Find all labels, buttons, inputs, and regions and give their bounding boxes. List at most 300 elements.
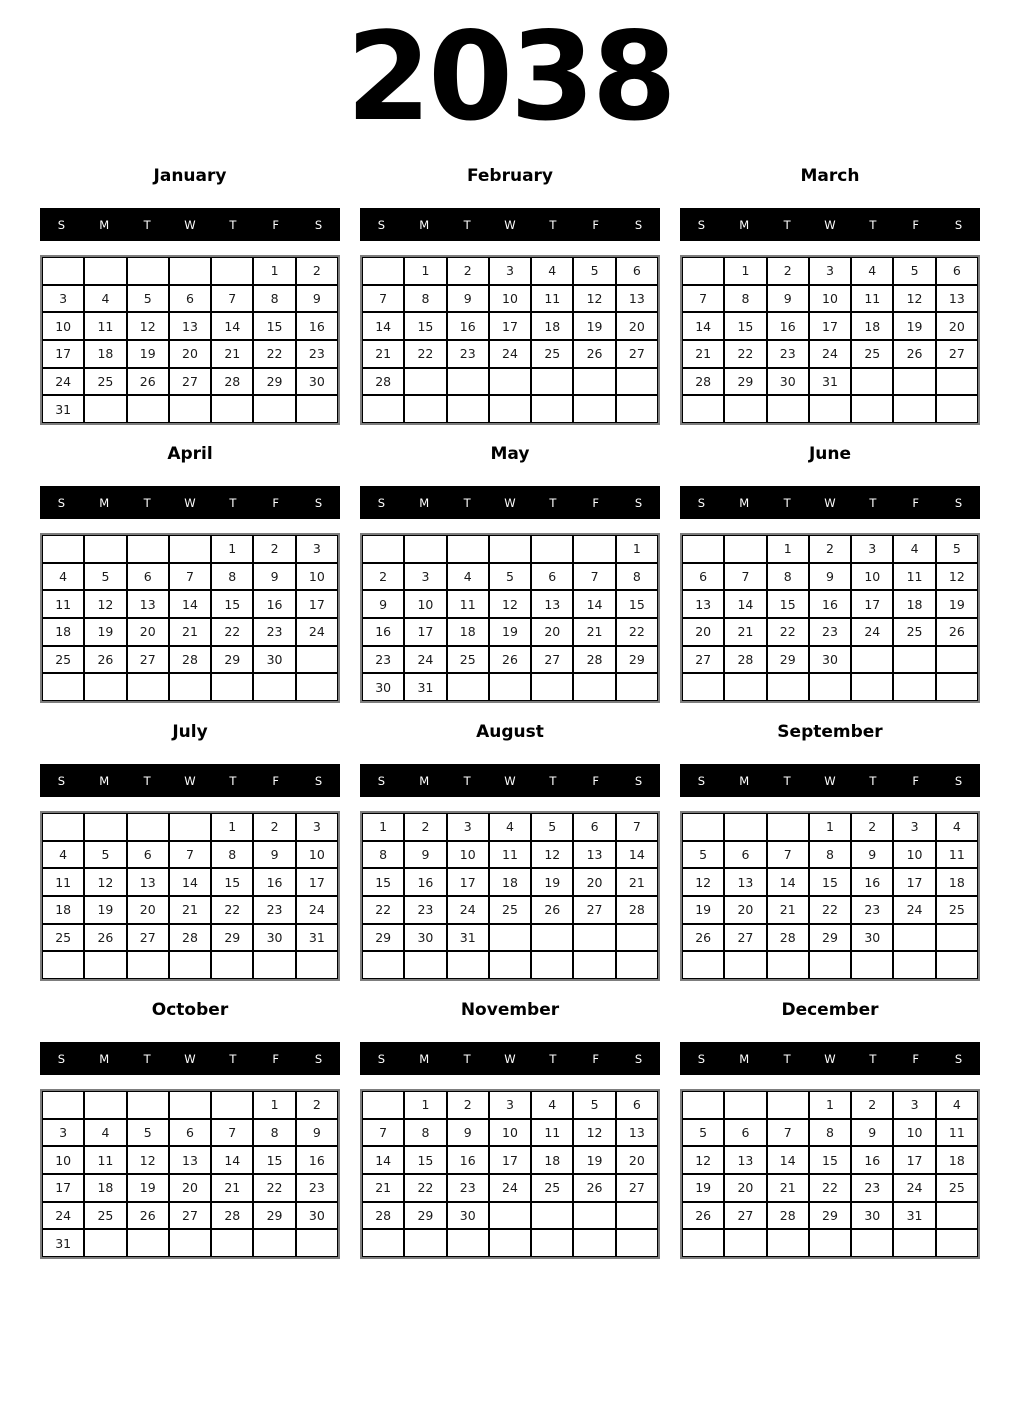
date-cell-empty	[253, 951, 295, 979]
date-cell: 7	[767, 841, 809, 869]
date-cell: 4	[936, 813, 978, 841]
date-cell: 16	[767, 312, 809, 340]
date-cell: 9	[296, 285, 338, 313]
date-cell-empty	[447, 368, 489, 396]
date-cell-empty	[404, 395, 446, 423]
date-cell: 10	[296, 563, 338, 591]
calendar-date-grid	[40, 811, 340, 981]
date-cell-empty	[362, 951, 404, 979]
date-cell: 16	[447, 1146, 489, 1174]
date-cell: 25	[42, 646, 84, 674]
date-cell: 3	[489, 1091, 531, 1119]
date-cell: 25	[936, 896, 978, 924]
date-cell-empty	[296, 951, 338, 979]
date-cell: 6	[936, 257, 978, 285]
date-cell: 18	[531, 312, 573, 340]
weekday-label: M	[99, 217, 110, 232]
date-cell: 10	[489, 285, 531, 313]
date-cell: 23	[447, 1174, 489, 1202]
date-cell-empty	[42, 535, 84, 563]
weekday-label: S	[697, 1051, 706, 1066]
weekday-label: S	[57, 217, 66, 232]
date-cell: 30	[296, 368, 338, 396]
date-cell: 13	[724, 1146, 766, 1174]
weekday-label: W	[184, 495, 196, 510]
date-cell: 25	[531, 1174, 573, 1202]
date-cell: 15	[767, 590, 809, 618]
date-cell: 12	[84, 868, 126, 896]
weekday-label: T	[143, 1051, 151, 1066]
weekday-label: T	[783, 1051, 791, 1066]
weekday-label: F	[592, 773, 600, 788]
date-cell: 5	[127, 1119, 169, 1147]
date-cell-empty	[127, 951, 169, 979]
calendar-months	[40, 160, 980, 1259]
date-cell: 25	[84, 1202, 126, 1230]
date-cell: 22	[362, 896, 404, 924]
date-cell: 1	[211, 535, 253, 563]
date-cell: 19	[573, 1146, 615, 1174]
date-cell: 23	[809, 618, 851, 646]
date-cell-empty	[682, 257, 724, 285]
date-cell: 5	[489, 563, 531, 591]
date-cell: 13	[936, 285, 978, 313]
date-cell-empty	[127, 673, 169, 701]
date-cell: 6	[169, 285, 211, 313]
calendar-date-grid	[680, 1089, 980, 1259]
date-cell-empty	[893, 395, 935, 423]
date-cell-empty	[936, 395, 978, 423]
date-cell: 12	[936, 563, 978, 591]
weekday-label: S	[697, 495, 706, 510]
date-cell: 26	[936, 618, 978, 646]
date-cell: 16	[447, 312, 489, 340]
date-cell-empty	[127, 535, 169, 563]
date-cell: 22	[809, 896, 851, 924]
date-cell: 13	[682, 590, 724, 618]
date-cell: 29	[404, 1202, 446, 1230]
date-cell-empty	[489, 395, 531, 423]
date-cell: 8	[253, 1119, 295, 1147]
date-cell: 9	[851, 841, 893, 869]
month	[360, 160, 660, 425]
date-cell: 8	[767, 563, 809, 591]
date-cell-empty	[42, 951, 84, 979]
date-cell: 3	[447, 813, 489, 841]
date-cell: 22	[404, 1174, 446, 1202]
date-cell: 6	[616, 1091, 658, 1119]
date-cell: 27	[724, 924, 766, 952]
weekday-label: M	[99, 1051, 110, 1066]
date-cell: 12	[84, 590, 126, 618]
date-cell-empty	[362, 535, 404, 563]
date-cell: 10	[893, 841, 935, 869]
date-cell: 13	[127, 868, 169, 896]
weekday-label: W	[184, 773, 196, 788]
date-cell: 9	[767, 285, 809, 313]
date-cell-empty	[169, 673, 211, 701]
date-cell: 26	[84, 646, 126, 674]
date-cell: 23	[253, 618, 295, 646]
date-cell-empty	[127, 813, 169, 841]
date-cell-empty	[489, 1229, 531, 1257]
weekday-label: W	[824, 495, 836, 510]
date-cell: 25	[84, 368, 126, 396]
weekday-label: S	[314, 1051, 323, 1066]
date-cell: 9	[404, 841, 446, 869]
date-cell: 20	[573, 868, 615, 896]
date-cell: 11	[893, 563, 935, 591]
date-cell-empty	[84, 951, 126, 979]
weekday-label: T	[229, 217, 237, 232]
date-cell: 26	[682, 924, 724, 952]
date-cell-empty	[447, 1229, 489, 1257]
date-cell: 24	[447, 896, 489, 924]
date-cell-empty	[573, 924, 615, 952]
date-cell: 27	[616, 340, 658, 368]
date-cell-empty	[296, 1229, 338, 1257]
date-cell-empty	[42, 1091, 84, 1119]
month	[40, 438, 340, 703]
date-cell-empty	[362, 257, 404, 285]
date-cell-empty	[362, 395, 404, 423]
date-cell: 15	[616, 590, 658, 618]
weekday-label: F	[592, 495, 600, 510]
date-cell: 4	[489, 813, 531, 841]
weekday-label: S	[634, 1051, 643, 1066]
weekday-header-bar	[680, 1042, 980, 1075]
date-cell: 27	[169, 1202, 211, 1230]
date-cell-empty	[573, 368, 615, 396]
date-cell: 13	[127, 590, 169, 618]
date-cell: 14	[682, 312, 724, 340]
date-cell: 20	[127, 618, 169, 646]
date-cell: 31	[42, 1229, 84, 1257]
date-cell: 23	[447, 340, 489, 368]
date-cell: 6	[724, 1119, 766, 1147]
weekday-label: F	[912, 773, 920, 788]
date-cell: 14	[169, 868, 211, 896]
date-cell: 21	[169, 896, 211, 924]
date-cell: 1	[767, 535, 809, 563]
date-cell: 8	[211, 563, 253, 591]
date-cell: 25	[531, 340, 573, 368]
date-cell: 5	[573, 1091, 615, 1119]
date-cell: 10	[404, 590, 446, 618]
weekday-label: M	[739, 217, 750, 232]
weekday-label: T	[463, 773, 471, 788]
date-cell-empty	[296, 646, 338, 674]
date-cell: 15	[404, 312, 446, 340]
date-cell-empty	[616, 924, 658, 952]
weekday-header-bar	[40, 486, 340, 519]
weekday-header-bar	[40, 764, 340, 797]
date-cell: 12	[127, 312, 169, 340]
date-cell: 22	[767, 618, 809, 646]
date-cell: 16	[851, 868, 893, 896]
date-cell: 28	[362, 1202, 404, 1230]
date-cell: 2	[851, 813, 893, 841]
weekday-label: T	[869, 217, 877, 232]
date-cell-empty	[362, 1091, 404, 1119]
date-cell-empty	[489, 673, 531, 701]
date-cell: 20	[169, 1174, 211, 1202]
weekday-label: M	[739, 495, 750, 510]
weekday-header-bar	[40, 1042, 340, 1075]
calendar-date-grid	[680, 255, 980, 425]
weekday-label: T	[783, 495, 791, 510]
date-cell-empty	[936, 673, 978, 701]
date-cell: 3	[893, 1091, 935, 1119]
date-cell: 14	[767, 1146, 809, 1174]
date-cell: 19	[127, 340, 169, 368]
date-cell: 21	[767, 896, 809, 924]
date-cell: 23	[296, 1174, 338, 1202]
date-cell: 28	[682, 368, 724, 396]
weekday-label: T	[143, 217, 151, 232]
date-cell: 18	[851, 312, 893, 340]
date-cell-empty	[531, 535, 573, 563]
month-title: March	[800, 166, 860, 186]
date-cell-empty	[169, 1229, 211, 1257]
date-cell: 14	[169, 590, 211, 618]
date-cell: 7	[211, 285, 253, 313]
date-cell-empty	[893, 673, 935, 701]
date-cell: 11	[936, 841, 978, 869]
date-cell-empty	[573, 535, 615, 563]
date-cell-empty	[531, 368, 573, 396]
month	[40, 716, 340, 981]
date-cell: 9	[851, 1119, 893, 1147]
date-cell: 5	[84, 841, 126, 869]
date-cell-empty	[893, 646, 935, 674]
date-cell: 21	[362, 340, 404, 368]
date-cell: 5	[84, 563, 126, 591]
date-cell: 3	[42, 285, 84, 313]
month-title: January	[153, 166, 227, 186]
date-cell: 29	[616, 646, 658, 674]
date-cell: 18	[936, 868, 978, 896]
weekday-label: S	[634, 773, 643, 788]
date-cell: 10	[296, 841, 338, 869]
weekday-label: S	[954, 495, 963, 510]
month-title: November	[460, 1000, 560, 1020]
date-cell: 7	[169, 563, 211, 591]
date-cell: 18	[84, 1174, 126, 1202]
date-cell: 20	[169, 340, 211, 368]
weekday-label: F	[912, 1051, 920, 1066]
date-cell-empty	[893, 368, 935, 396]
date-cell: 26	[893, 340, 935, 368]
calendar-date-grid	[680, 533, 980, 703]
date-cell: 29	[211, 646, 253, 674]
date-cell: 1	[253, 257, 295, 285]
date-cell: 25	[42, 924, 84, 952]
date-cell: 22	[253, 1174, 295, 1202]
date-cell: 11	[851, 285, 893, 313]
weekday-header-bar	[40, 208, 340, 241]
date-cell: 23	[404, 896, 446, 924]
date-cell-empty	[253, 1229, 295, 1257]
date-cell: 6	[682, 563, 724, 591]
date-cell: 27	[127, 924, 169, 952]
date-cell: 17	[404, 618, 446, 646]
weekday-label: S	[697, 773, 706, 788]
weekday-label: F	[912, 495, 920, 510]
weekday-header-bar	[680, 764, 980, 797]
date-cell: 30	[404, 924, 446, 952]
date-cell-empty	[724, 535, 766, 563]
date-cell: 4	[851, 257, 893, 285]
weekday-label: S	[57, 495, 66, 510]
weekday-header-bar	[360, 486, 660, 519]
date-cell: 20	[724, 1174, 766, 1202]
date-cell-empty	[767, 813, 809, 841]
date-cell: 30	[296, 1202, 338, 1230]
date-cell-empty	[893, 951, 935, 979]
date-cell: 5	[936, 535, 978, 563]
date-cell: 7	[211, 1119, 253, 1147]
date-cell-empty	[404, 1229, 446, 1257]
date-cell-empty	[809, 673, 851, 701]
date-cell: 22	[809, 1174, 851, 1202]
date-cell-empty	[616, 951, 658, 979]
date-cell-empty	[682, 673, 724, 701]
date-cell: 19	[84, 618, 126, 646]
date-cell-empty	[936, 646, 978, 674]
date-cell: 30	[809, 646, 851, 674]
date-cell-empty	[489, 368, 531, 396]
date-cell: 17	[809, 312, 851, 340]
date-cell-empty	[489, 1202, 531, 1230]
date-cell: 24	[296, 618, 338, 646]
date-cell: 18	[893, 590, 935, 618]
weekday-label: T	[229, 1051, 237, 1066]
weekday-label: F	[592, 217, 600, 232]
weekday-label: W	[824, 773, 836, 788]
year-title: 2038	[346, 6, 674, 148]
weekday-label: W	[824, 217, 836, 232]
date-cell-empty	[447, 673, 489, 701]
date-cell: 28	[169, 924, 211, 952]
date-cell-empty	[296, 395, 338, 423]
date-cell: 4	[42, 841, 84, 869]
date-cell: 14	[211, 312, 253, 340]
date-cell: 21	[362, 1174, 404, 1202]
date-cell: 27	[616, 1174, 658, 1202]
month-title: April	[167, 444, 213, 464]
month	[40, 160, 340, 425]
date-cell-empty	[169, 257, 211, 285]
date-cell: 24	[851, 618, 893, 646]
weekday-header-bar	[360, 1042, 660, 1075]
date-cell-empty	[573, 395, 615, 423]
date-cell: 2	[362, 563, 404, 591]
date-cell: 17	[489, 1146, 531, 1174]
date-cell: 5	[127, 285, 169, 313]
date-cell: 26	[573, 340, 615, 368]
date-cell: 11	[447, 590, 489, 618]
date-cell: 21	[573, 618, 615, 646]
date-cell: 4	[893, 535, 935, 563]
date-cell-empty	[447, 951, 489, 979]
date-cell-empty	[809, 395, 851, 423]
date-cell: 17	[296, 590, 338, 618]
date-cell-empty	[447, 395, 489, 423]
date-cell-empty	[851, 368, 893, 396]
date-cell: 27	[936, 340, 978, 368]
date-cell: 7	[616, 813, 658, 841]
date-cell-empty	[531, 1229, 573, 1257]
date-cell: 12	[573, 285, 615, 313]
date-cell: 3	[296, 535, 338, 563]
date-cell: 12	[893, 285, 935, 313]
date-cell: 29	[724, 368, 766, 396]
date-cell: 22	[253, 340, 295, 368]
date-cell-empty	[573, 673, 615, 701]
date-cell: 23	[362, 646, 404, 674]
date-cell: 16	[253, 868, 295, 896]
date-cell: 15	[211, 868, 253, 896]
date-cell: 24	[893, 1174, 935, 1202]
date-cell: 27	[724, 1202, 766, 1230]
date-cell: 23	[253, 896, 295, 924]
weekday-label: T	[783, 217, 791, 232]
date-cell: 14	[573, 590, 615, 618]
date-cell: 8	[404, 285, 446, 313]
date-cell: 17	[296, 868, 338, 896]
date-cell: 10	[42, 1146, 84, 1174]
month-title: February	[466, 166, 554, 186]
date-cell-empty	[893, 924, 935, 952]
weekday-label: T	[869, 1051, 877, 1066]
date-cell: 8	[809, 1119, 851, 1147]
date-cell: 28	[362, 368, 404, 396]
weekday-label: W	[504, 217, 516, 232]
date-cell: 3	[404, 563, 446, 591]
date-cell: 19	[573, 312, 615, 340]
date-cell-empty	[682, 951, 724, 979]
weekday-label: T	[143, 773, 151, 788]
date-cell-empty	[84, 535, 126, 563]
date-cell: 7	[573, 563, 615, 591]
date-cell-empty	[169, 395, 211, 423]
month-title: December	[781, 1000, 879, 1020]
date-cell: 15	[724, 312, 766, 340]
date-cell-empty	[724, 1229, 766, 1257]
date-cell-empty	[767, 395, 809, 423]
date-cell: 24	[809, 340, 851, 368]
date-cell: 2	[447, 1091, 489, 1119]
weekday-header-bar	[680, 208, 980, 241]
date-cell-empty	[531, 951, 573, 979]
date-cell: 4	[84, 285, 126, 313]
weekday-label: T	[463, 217, 471, 232]
date-cell: 15	[253, 312, 295, 340]
date-cell: 16	[851, 1146, 893, 1174]
date-cell-empty	[84, 395, 126, 423]
date-cell-empty	[724, 813, 766, 841]
date-cell: 8	[616, 563, 658, 591]
date-cell: 21	[767, 1174, 809, 1202]
month	[680, 438, 980, 703]
date-cell: 2	[404, 813, 446, 841]
date-cell: 19	[127, 1174, 169, 1202]
date-cell: 26	[84, 924, 126, 952]
date-cell: 6	[616, 257, 658, 285]
date-cell: 10	[447, 841, 489, 869]
date-cell-empty	[84, 813, 126, 841]
